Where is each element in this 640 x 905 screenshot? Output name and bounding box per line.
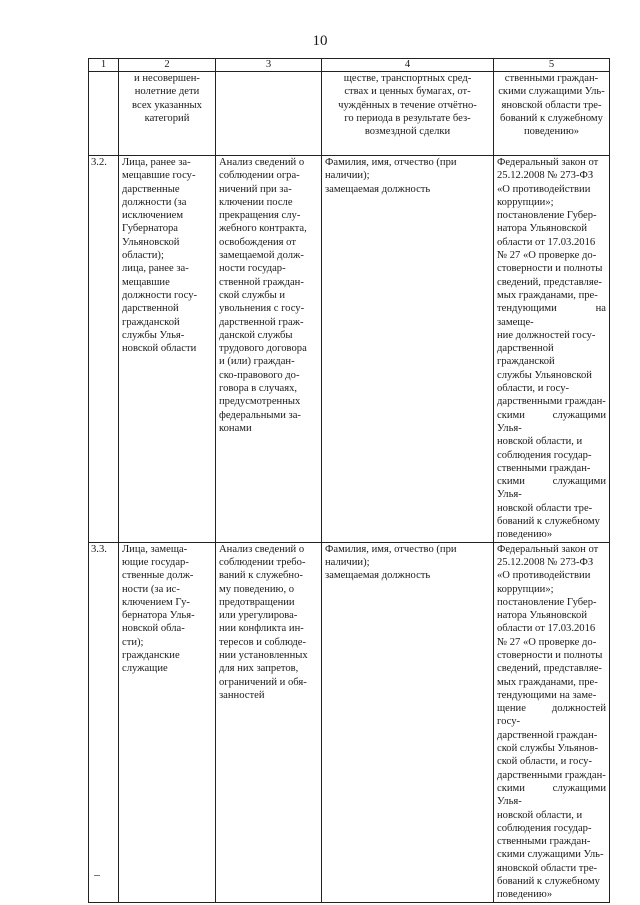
legal-basis-cell: Федеральный закон от 25.12.2008 № 273-ФЗ «О противодействии коррупции»; постановление Губер- натора Ульяновской области от 17.03.2016 № 27 «О проверке до- стоверности и полноты сведений, представляе- мых гражданами, пре- тендующими на замеще- ние должностей госу- дарственной гражданской службы Ульяновской области, и госу- дарственными граждан- скими служащими Улья- новской области, и соблюдения государ- ственными граждан- скими служащими Улья- новской области тре- бований к служебному поведению» [494,156,610,543]
purpose-cell [216,72,322,156]
header-cell-2: 2 [119,59,216,72]
table-row-3-2 [89,156,610,543]
table-row-3-3 [89,542,610,902]
row-number-cell [89,72,119,156]
legal-basis-cell: Федеральный закон от 25.12.2008 № 273-ФЗ «О противодействии коррупции»; постановление Губер- натора Ульяновской области от 17.03.2016 № 27 «О проверке до- стоверности и полноты сведений, представляе- мых гражданами, пре- тендующими на заме- щение должностей госу- дарственной граждан- ской службы Ульянов- ской области, и госу- дарственными граждан- скими служащими Улья- новской области, и соблюдения государ- ственными граждан- скими служащими Уль- яновской области тре- бований к служебному поведению» [494,542,610,902]
regulation-table [88,58,610,903]
persons-cell: и несовершен- нолетние дети всех указанных категорий [119,72,216,156]
data-composition-cell: Фамилия, имя, отчество (при наличии); замещаемая должность [322,542,494,902]
table-row-continuation [89,72,610,156]
purpose-cell: Анализ сведений о соблюдении требо- ваний к служебно- му поведению, о предотвращении или урегулирова- нии конфликта ин- тересов и соблюде- нии установленных для них запретов, ограничений и обя- занностей [216,542,322,902]
persons-cell: Лица, ранее за- мещавшие госу- дарственные должности (за исключением Губернатора Ульяновской области); лица, ранее за- мещавшие должности госу- дарственной гражданской службы Улья- новской области [119,156,216,543]
legal-basis-cell: ственными граждан- скими служащими Уль- яновской области тре- бований к служебному поведению» [494,72,610,156]
purpose-cell: Анализ сведений о соблюдении огра- ничений при за- ключении после прекращения слу- жебного контракта, освобождения от замещаемой долж- ности государ- ственной граждан- ской службы и увольнения с госу- дарственной граж- данской службы трудового договора и (или) граждан- ско-правового до- говора в случаях, предусмотренных федеральными за- конами [216,156,322,543]
header-cell-4: 4 [322,59,494,72]
row-number-cell: 3.2. [89,156,119,543]
header-cell-1: 1 [89,59,119,72]
header-cell-5: 5 [494,59,610,72]
data-composition-cell: ществе, транспортных сред- ствах и ценных бумагах, от- чуждённых в течение отчётно- го периода в результате без- возмездной сделки [322,72,494,156]
row-number-cell: 3.3. [89,542,119,902]
data-composition-cell: Фамилия, имя, отчество (при наличии); замещаемая должность [322,156,494,543]
persons-cell: Лица, замеща- ющие государ- ственные долж- ности (за ис- ключением Гу- бернатора Улья- новской обла- сти); гражданские служащие [119,542,216,902]
page-number: 10 [312,33,328,49]
margin-mark [94,875,100,876]
table-header-row [89,59,610,72]
header-cell-3: 3 [216,59,322,72]
